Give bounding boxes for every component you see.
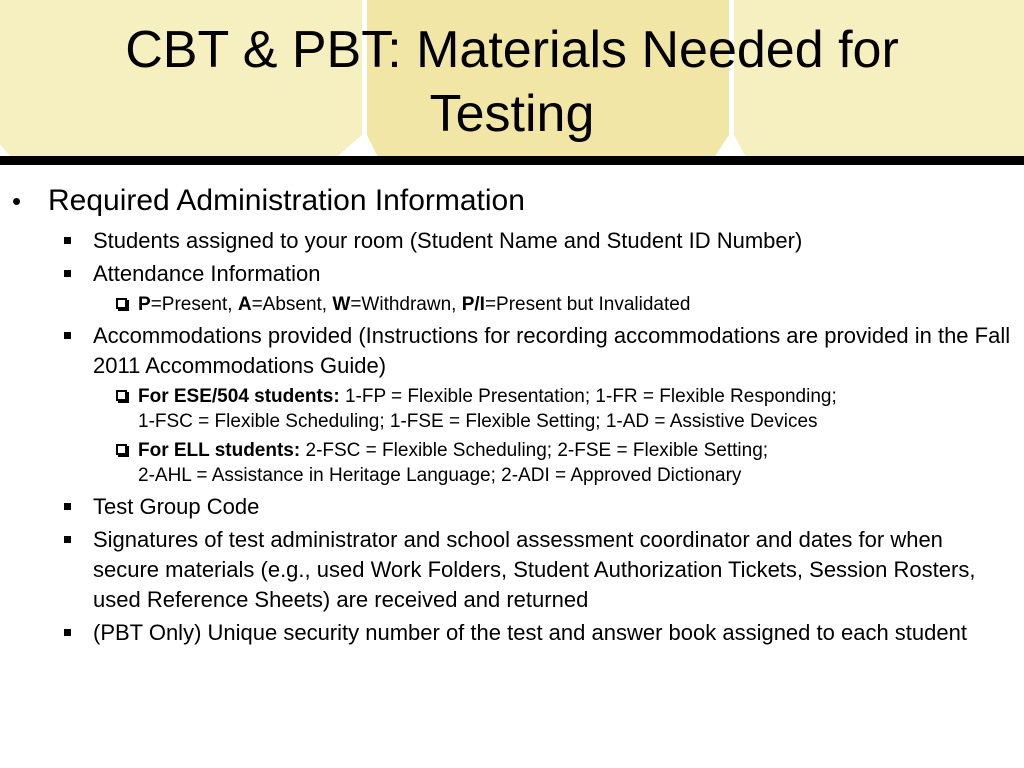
slide-body [0,178,1024,651]
square-bullet-icon [64,270,71,277]
attendance-codes-item [0,292,1024,317]
attendance-meaning: =Present, [150,294,238,315]
accommodation-line-1: 1-FP = Flexible Presentation; 1-FR = Flexible Responding; [339,386,837,407]
round-bullet-icon: • [12,186,22,216]
checkbox-bullet-icon [116,444,127,455]
checkbox-bullet-icon [116,390,127,401]
section-heading: Required Administration Information [48,184,525,217]
section-heading-item [0,178,1024,224]
attendance-meaning: =Absent, [251,294,333,315]
list-item [0,618,1024,648]
accommodation-line-1: 2-FSC = Flexible Scheduling; 2-FSE = Flexible Setting; [300,440,769,461]
checkbox-bullet-icon [116,298,127,309]
list-item [0,259,1024,289]
list-item-text: Test Group Code [93,494,260,519]
square-bullet-icon [64,536,71,543]
list-item [0,492,1024,522]
accommodation-item [0,384,1024,434]
attendance-meaning: =Present but Invalidated [484,294,691,315]
list-item-text: Students assigned to your room (Student Name and Student ID Number) [93,228,803,253]
square-bullet-icon [64,629,71,636]
square-bullet-icon [64,332,71,339]
list-item-text: Signatures of test administrator and school assessment coordinator and dates for when secure materials (e.g., used Work Folders, Student Authorization Tickets, Session Rosters, used Reference Sheets) are received and returned [93,527,976,612]
accommodation-line-2: 2-AHL = Assistance in Heritage Language; 2-ADI = Approved Dictionary [138,465,742,486]
accommodation-item [0,438,1024,488]
title-divider [0,156,1024,165]
accommodation-label: For ELL students: [138,440,301,461]
attendance-code: W [332,294,351,315]
slide-title: CBT & PBT: Materials Needed for Testing [125,21,899,143]
accommodation-line-2: 1-FSC = Flexible Scheduling; 1-FSE = Flexible Setting; 1-AD = Assistive Devices [138,411,818,432]
list-item-text: (PBT Only) Unique security number of the test and answer book assigned to each student [93,620,967,645]
list-item-text: Accommodations provided (Instructions for recording accommodations are provided in the Fall 2011 Accommodations Guide) [93,323,1011,378]
attendance-code: P/I [461,294,485,315]
title-banner [0,0,1024,157]
list-item [0,321,1024,381]
square-bullet-icon [64,503,71,510]
list-item [0,525,1024,615]
list-item [0,226,1024,256]
list-item-text: Attendance Information [93,261,321,286]
attendance-code: P [138,294,151,315]
attendance-meaning: =Withdrawn, [350,294,462,315]
accommodation-label: For ESE/504 students: [138,386,340,407]
attendance-code: A [237,294,252,315]
square-bullet-icon [64,237,71,244]
